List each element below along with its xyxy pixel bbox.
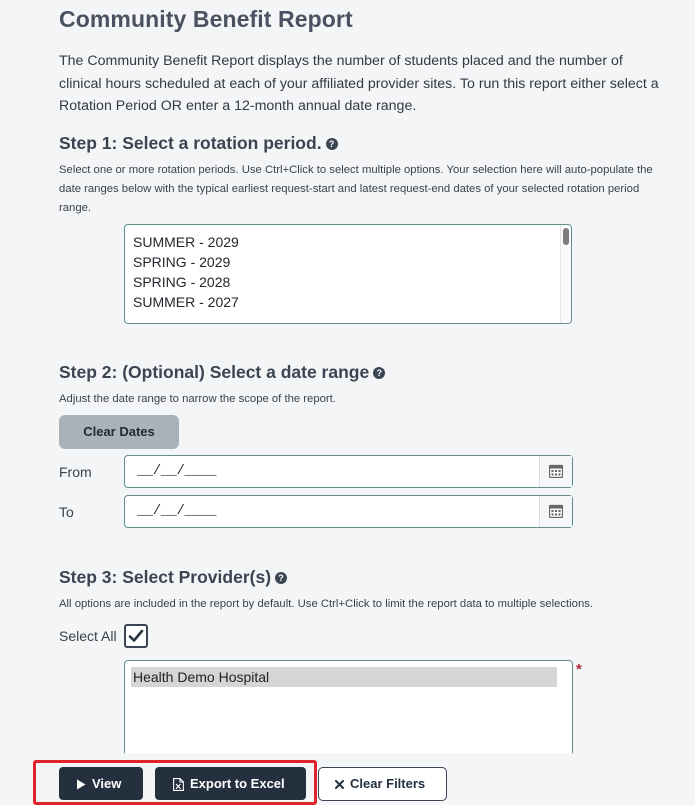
from-date-field[interactable]: [124, 455, 573, 488]
view-button[interactable]: [59, 767, 143, 800]
play-icon: [76, 779, 86, 790]
checkmark-icon: [128, 628, 144, 644]
step2-heading: [59, 362, 385, 383]
help-icon[interactable]: ?: [326, 138, 338, 150]
step1-heading-text: Step 1: Select a rotation period.: [59, 133, 322, 153]
close-icon: [335, 780, 344, 789]
step2-heading-text: Step 2: (Optional) Select a date range: [59, 362, 370, 382]
rotation-option[interactable]: SPRING - 2029: [133, 254, 231, 270]
clear-filters-label: Clear Filters: [350, 776, 426, 791]
calendar-icon: [549, 504, 563, 518]
excel-file-icon: [173, 778, 184, 791]
required-indicator: *: [576, 661, 582, 678]
provider-option[interactable]: Health Demo Hospital: [131, 667, 557, 687]
export-excel-label: Export to Excel: [190, 776, 285, 791]
select-all-checkbox[interactable]: [124, 624, 148, 648]
view-button-label: View: [92, 776, 122, 791]
provider-listbox[interactable]: [124, 660, 573, 760]
to-calendar-button[interactable]: [539, 496, 572, 527]
report-description: The Community Benefit Report displays the number of students placed and the number of clinical hours scheduled at each of your affiliated provider sites. To run this report either select a Rotation Period OR enter a 12-month annual date range.: [59, 53, 659, 114]
scrollbar-thumb[interactable]: [563, 228, 569, 245]
listbox-scrollbar[interactable]: [560, 225, 571, 323]
rotation-option[interactable]: SPRING - 2028: [133, 274, 231, 290]
select-all-label: Select All: [59, 628, 117, 644]
step2-hint: Adjust the date range to narrow the scope of the report.: [59, 393, 336, 405]
from-label: From: [59, 464, 92, 480]
step3-heading-text: Step 3: Select Provider(s): [59, 567, 272, 587]
help-icon[interactable]: ?: [373, 367, 385, 379]
help-icon[interactable]: ?: [275, 572, 287, 584]
rotation-option[interactable]: SUMMER - 2029: [133, 234, 239, 250]
to-date-value[interactable]: __/__/____: [137, 503, 217, 519]
rotation-period-listbox[interactable]: [124, 224, 572, 324]
export-excel-button[interactable]: [155, 767, 306, 800]
from-calendar-button[interactable]: [539, 456, 572, 487]
step3-hint: All options are included in the report by default. Use Ctrl+Click to limit the report data to multiple selections.: [59, 598, 594, 610]
to-date-field[interactable]: [124, 495, 573, 528]
page-title: Community Benefit Report: [59, 6, 353, 32]
from-date-value[interactable]: __/__/____: [137, 463, 217, 479]
step1-heading: [59, 133, 338, 154]
step1-hint: Select one or more rotation periods. Use Ctrl+Click to select multiple options. Your selection here will auto-populate the date ranges below with the typical earliest request-start and latest request-end dates of your selected rotation period range.: [59, 164, 653, 214]
clear-dates-button[interactable]: Clear Dates: [59, 415, 179, 449]
clear-filters-button[interactable]: [318, 767, 447, 801]
to-label: To: [59, 504, 74, 520]
rotation-option[interactable]: SUMMER - 2027: [133, 294, 239, 310]
step3-heading: [59, 567, 287, 588]
calendar-icon: [549, 464, 563, 478]
